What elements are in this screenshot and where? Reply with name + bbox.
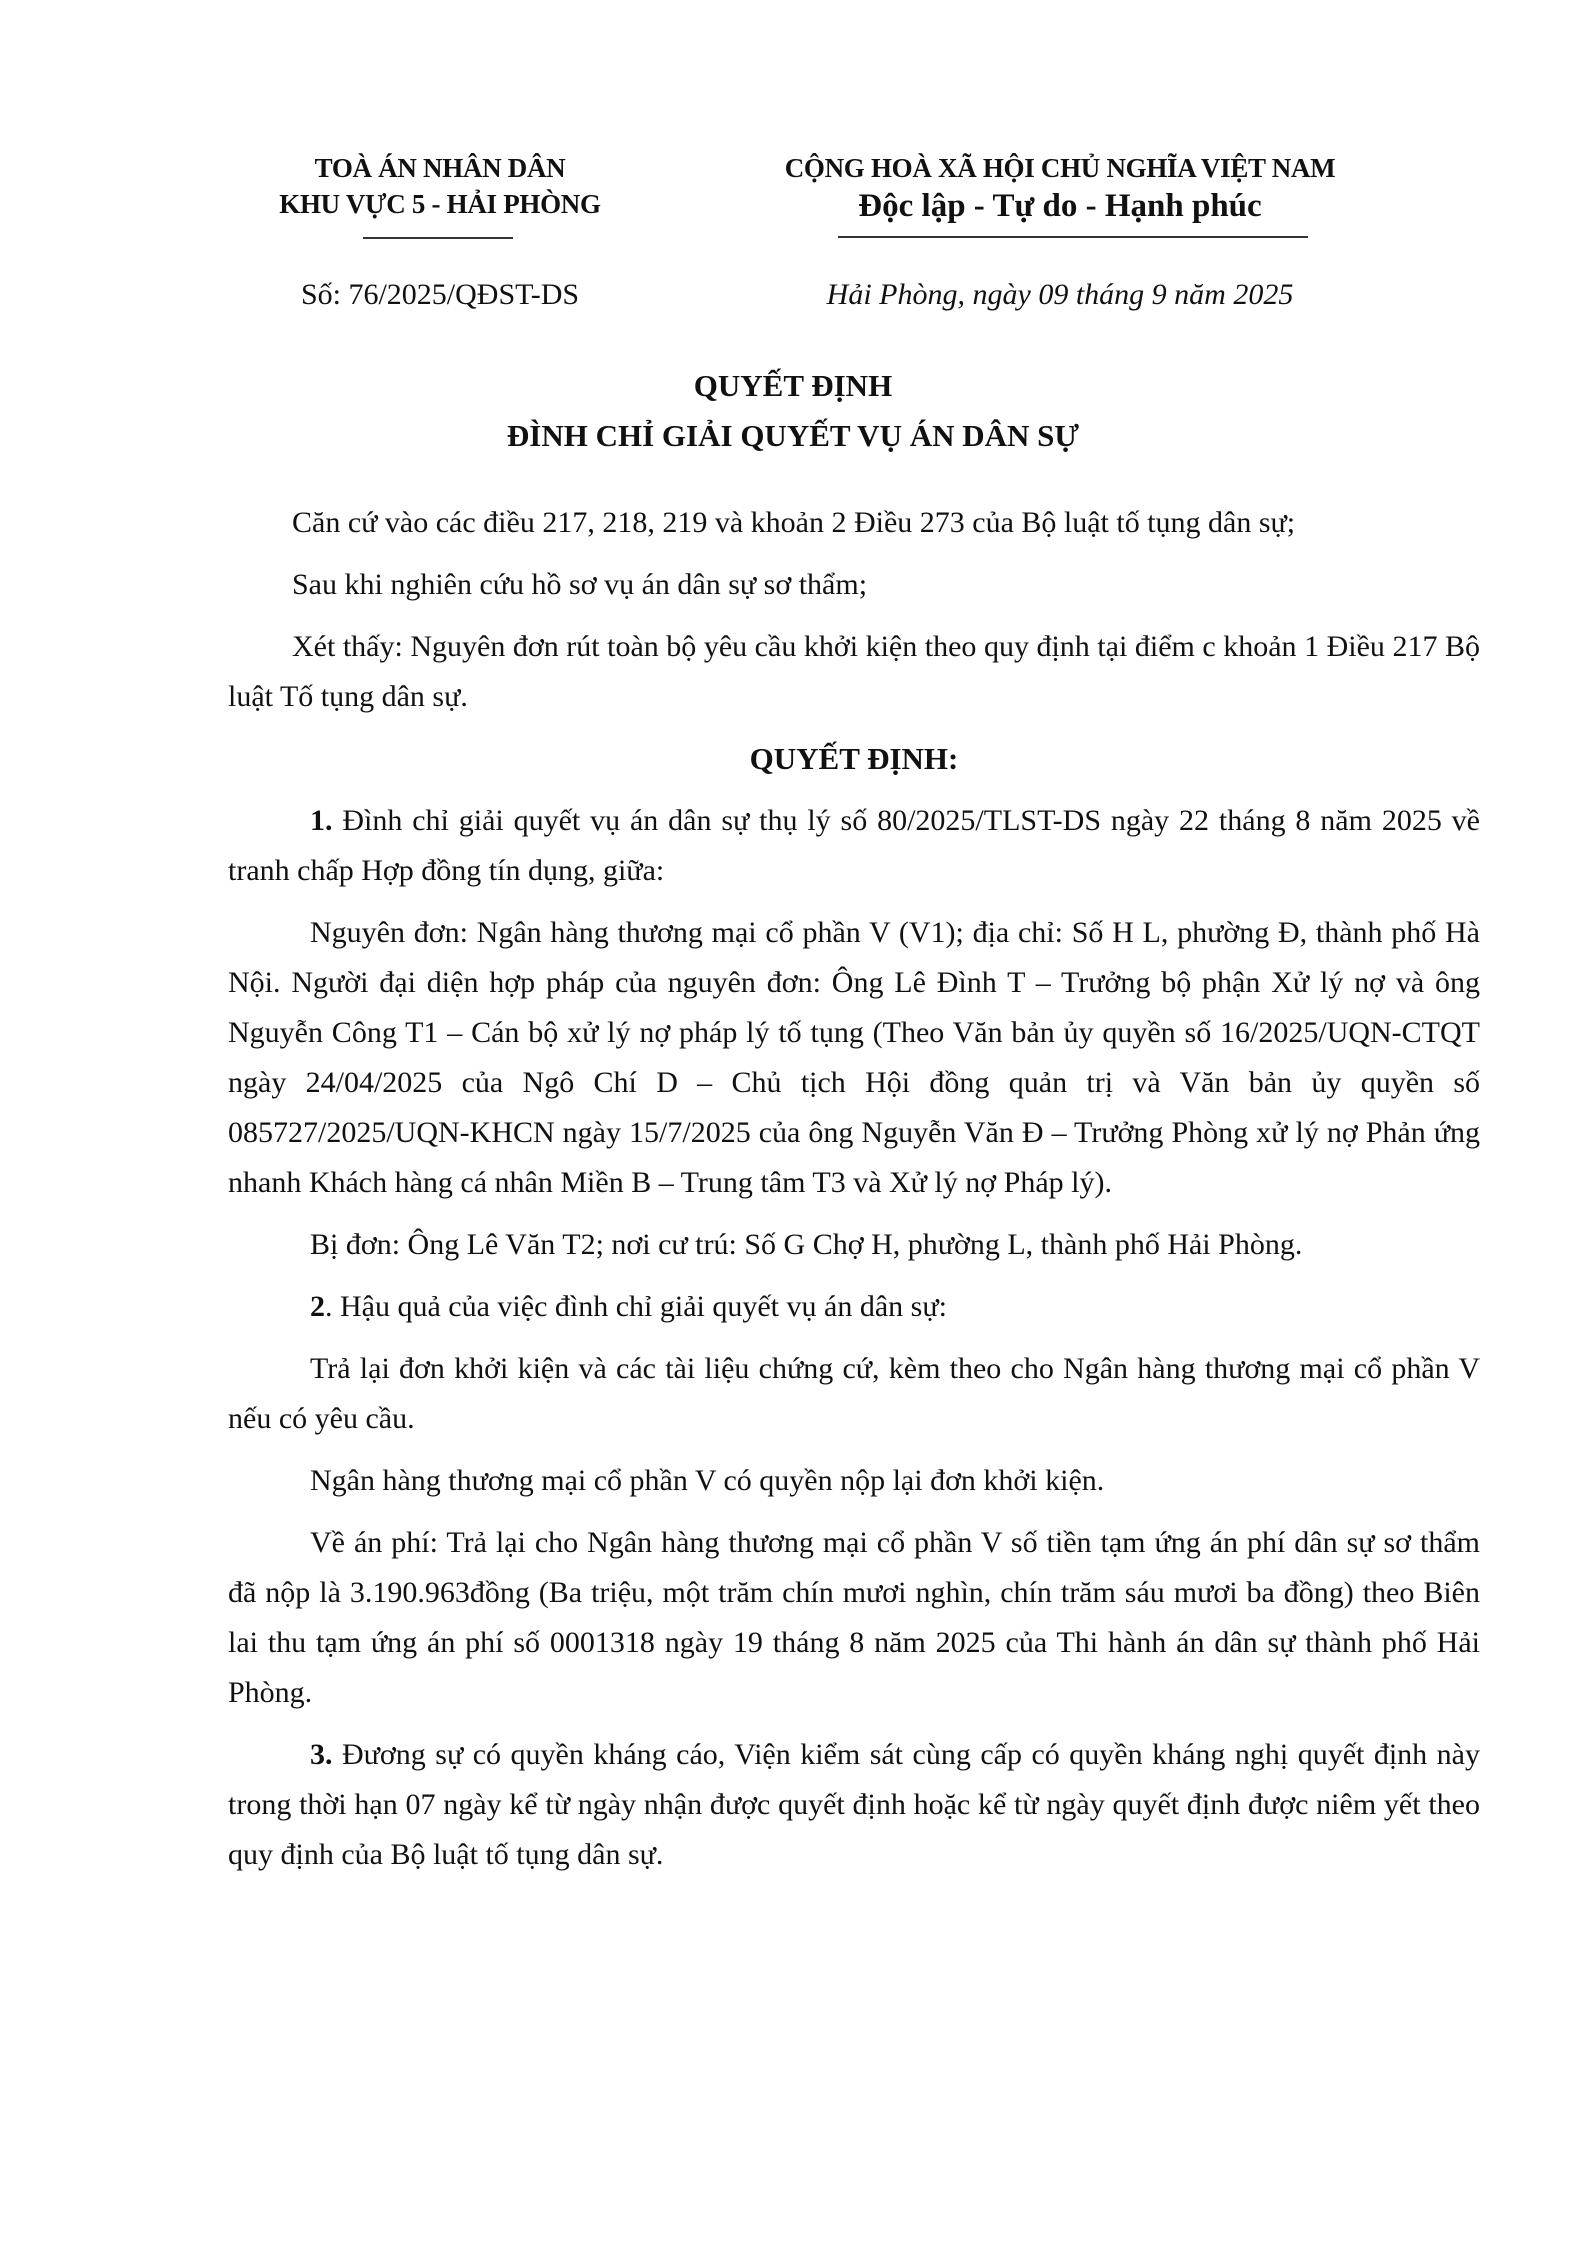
return-documents-paragraph: Trả lại đơn khởi kiện và các tài liệu chứng cứ, kèm theo cho Ngân hàng thương mại cổ phần V nếu có yêu cầu. bbox=[228, 1352, 1480, 1435]
section-3 bbox=[228, 1730, 1480, 1880]
section-1 bbox=[228, 796, 1480, 896]
document-number: Số: 76/2025/QĐST-DS bbox=[300, 278, 580, 311]
document-title: QUYẾT ĐỊNH bbox=[693, 368, 893, 403]
section-2 bbox=[228, 1282, 1480, 1332]
document-body bbox=[228, 498, 1480, 1892]
plaintiff-paragraph: Nguyên đơn: Ngân hàng thương mại cổ phần V (V1); địa chỉ: Số H L, phường Đ, thành phố Hà Nội. Người đại diện hợp pháp của nguyên đơn: Ông Lê Đình T – Trưởng bộ phận Xử lý nợ và ông Nguyễn Công T1 – Cán bộ xử lý nợ pháp lý tố tụng (Theo Văn bản ủy quyền số 16/2025/UQN-CTQT ngày 24/04/2025 của Ngô Chí D – Chủ tịch Hội đồng quản trị và Văn bản ủy quyền số 085727/2025/UQN-KHCN ngày 15/7/2025 của ông Nguyễn Văn Đ – Trưởng Phòng xử lý nợ Phản ứng nhanh Khách hàng cá nhân Miền B – Trung tâm T3 và Xử lý nợ Pháp lý). bbox=[228, 916, 1480, 1199]
court-name: TOÀ ÁN NHÂN DÂN bbox=[314, 153, 566, 183]
section-1-number: 1. bbox=[310, 804, 333, 837]
national-motto: Độc lập - Tự do - Hạnh phúc bbox=[858, 188, 1262, 224]
preamble-legal-basis: Căn cứ vào các điều 217, 218, 219 và khoản 2 Điều 273 của Bộ luật tố tụng dân sự; bbox=[292, 506, 1296, 539]
court-fee-paragraph: Về án phí: Trả lại cho Ngân hàng thương mại cổ phần V số tiền tạm ứng án phí dân sự sơ thẩm đã nộp là 3.190.963đồng (Ba triệu, một trăm chín mươi nghìn, chín trăm sáu mươi ba đồng) theo Biên lai thu tạm ứng án phí số 0001318 ngày 19 tháng 8 năm 2025 của Thi hành án dân sự thành phố Hải Phòng. bbox=[228, 1526, 1480, 1709]
document-subtitle: ĐÌNH CHỈ GIẢI QUYẾT VỤ ÁN DÂN SỰ bbox=[506, 418, 1080, 453]
defendant-paragraph: Bị đơn: Ông Lê Văn T2; nơi cư trú: Số G Chợ H, phường L, thành phố Hải Phòng. bbox=[310, 1228, 1303, 1261]
section-2-number: 2 bbox=[310, 1290, 325, 1323]
section-2-text: . Hậu quả của việc đình chỉ giải quyết vụ án dân sự: bbox=[325, 1290, 947, 1323]
preamble-finding: Xét thấy: Nguyên đơn rút toàn bộ yêu cầu khởi kiện theo quy định tại điểm c khoản 1 Điều 217 Bộ luật Tố tụng dân sự. bbox=[228, 630, 1480, 713]
section-3-text: Đương sự có quyền kháng cáo, Viện kiểm sát cùng cấp có quyền kháng nghị quyết định này trong thời hạn 07 ngày kể từ ngày nhận được quyết định hoặc kể từ ngày quyết định được niêm yết theo quy định của Bộ luật tố tụng dân sự. bbox=[228, 1738, 1480, 1871]
court-region: KHU VỰC 5 - HẢI PHÒNG bbox=[279, 189, 601, 219]
national-header bbox=[700, 150, 1420, 224]
court-header-underline bbox=[363, 237, 513, 239]
decision-heading: QUYẾT ĐỊNH: bbox=[749, 741, 959, 776]
country-name: CỘNG HOÀ XÃ HỘI CHỦ NGHĨA VIỆT NAM bbox=[784, 153, 1336, 183]
preamble-review: Sau khi nghiên cứu hồ sơ vụ án dân sự sơ thẩm; bbox=[292, 568, 868, 601]
section-1-text: Đình chỉ giải quyết vụ án dân sự thụ lý số 80/2025/TLST-DS ngày 22 tháng 8 năm 2025 về tranh chấp Hợp đồng tín dụng, giữa: bbox=[228, 804, 1480, 887]
motto-underline bbox=[838, 236, 1308, 238]
place-date: Hải Phòng, ngày 09 tháng 9 năm 2025 bbox=[826, 278, 1294, 311]
section-3-number: 3. bbox=[310, 1738, 333, 1771]
court-header bbox=[230, 150, 650, 222]
refile-right-paragraph: Ngân hàng thương mại cổ phần V có quyền nộp lại đơn khởi kiện. bbox=[310, 1464, 1105, 1497]
